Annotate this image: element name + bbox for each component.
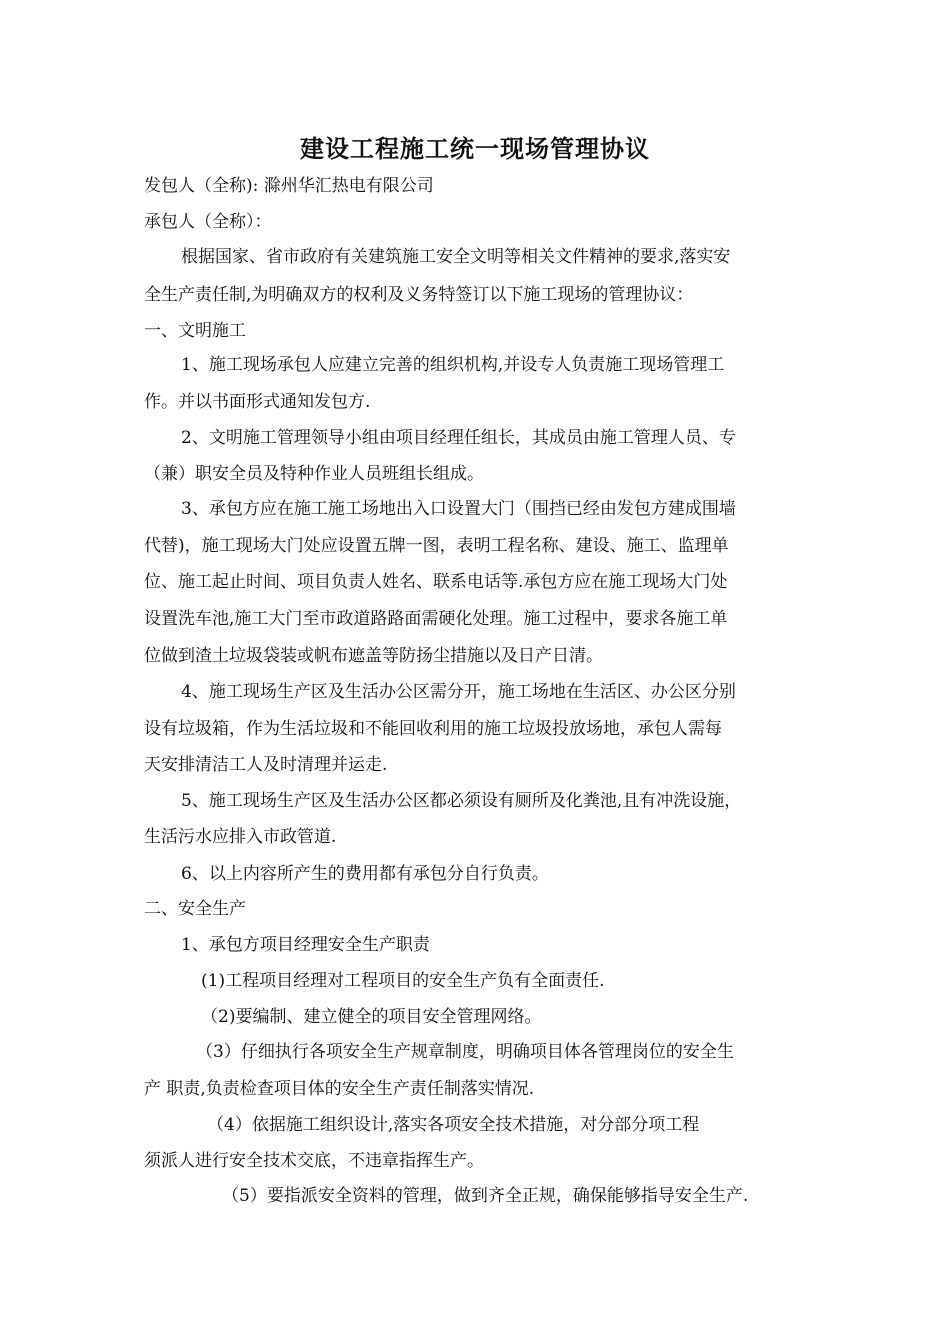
paragraph-line: 4、施工现场生产区及生活办公区需分开，施工场地在生活区、办公区分别 <box>181 682 736 702</box>
section-heading-safety: 二、安全生产 <box>144 899 246 919</box>
intro-line: 根据国家、省市政府有关建筑施工安全文明等相关文件精神的要求,落实安 <box>181 247 731 267</box>
paragraph-line: （兼）职安全员及特种作业人员班组长组成。 <box>144 464 484 484</box>
paragraph-line: 代替)，施工现场大门处应设置五牌一图，表明工程名称、建设、施工、监理单 <box>144 536 729 556</box>
paragraph-line: 位做到渣土垃圾袋装或帆布遮盖等防扬尘措施以及日产日清。 <box>144 646 603 666</box>
paragraph-line: 6、以上内容所产生的费用都有承包分自行负责。 <box>181 864 549 884</box>
paragraph-line: 生活污水应排入市政管道. <box>144 827 337 847</box>
contractor-line: 承包人（全称）： <box>144 212 272 232</box>
intro-line: 全生产责任制,为明确双方的权利及义务特签订以下施工现场的管理协议： <box>144 285 694 305</box>
paragraph-line: 产 职责,负责检查项目体的安全生产责任制落实情况. <box>144 1079 535 1099</box>
paragraph-line: 设有垃圾箱，作为生活垃圾和不能回收利用的施工垃圾投放场地，承包人需每 <box>144 719 722 739</box>
paragraph-line: (1)工程项目经理对工程项目的安全生产负有全面责任. <box>201 971 605 991</box>
paragraph-line: 3、承包方应在施工施工场地出入口设置大门（围挡已经由发包方建成围墙 <box>181 499 736 519</box>
paragraph-line: 1、施工现场承包人应建立完善的组织机构,并设专人负责施工现场管理工 <box>181 355 725 375</box>
paragraph-line: （5）要指派安全资料的管理，做到齐全正规，确保能够指导安全生产. <box>222 1186 749 1206</box>
paragraph-line: 2、文明施工管理领导小组由项目经理任组长，其成员由施工管理人员、专 <box>181 428 736 448</box>
paragraph-line: 5、施工现场生产区及生活办公区都必须设有厕所及化粪池,且有冲洗设施， <box>181 791 742 811</box>
paragraph-line: 天安排清洁工人及时清理并运走. <box>144 755 388 775</box>
paragraph-line: 1、承包方项目经理安全生产职责 <box>181 935 430 955</box>
paragraph-line: 作。并以书面形式通知发包方. <box>144 392 371 412</box>
section-heading-civilized: 一、文明施工 <box>144 321 246 341</box>
paragraph-line: 设置洗车池,施工大门至市政道路路面需硬化处理。施工过程中，要求各施工单 <box>144 609 728 629</box>
paragraph-line: 位、施工起止时间、项目负责人姓名、联系电话等.承包方应在施工现场大门处 <box>144 572 728 592</box>
document-title: 建设工程施工统一现场管理协议 <box>300 134 650 163</box>
paragraph-line: （4）依据施工组织设计,落实各项安全技术措施，对分部分项工程 <box>207 1115 700 1135</box>
paragraph-line: （2)要编制、建立健全的项目安全管理网络。 <box>201 1007 542 1027</box>
paragraph-line: （3）仔细执行各项安全生产规章制度，明确项目体各管理岗位的安全生 <box>196 1042 734 1062</box>
paragraph-line: 须派人进行安全技术交底，不违章指挥生产。 <box>144 1151 484 1171</box>
employer-line: 发包人（全称): 滁州华汇热电有限公司 <box>144 176 434 196</box>
